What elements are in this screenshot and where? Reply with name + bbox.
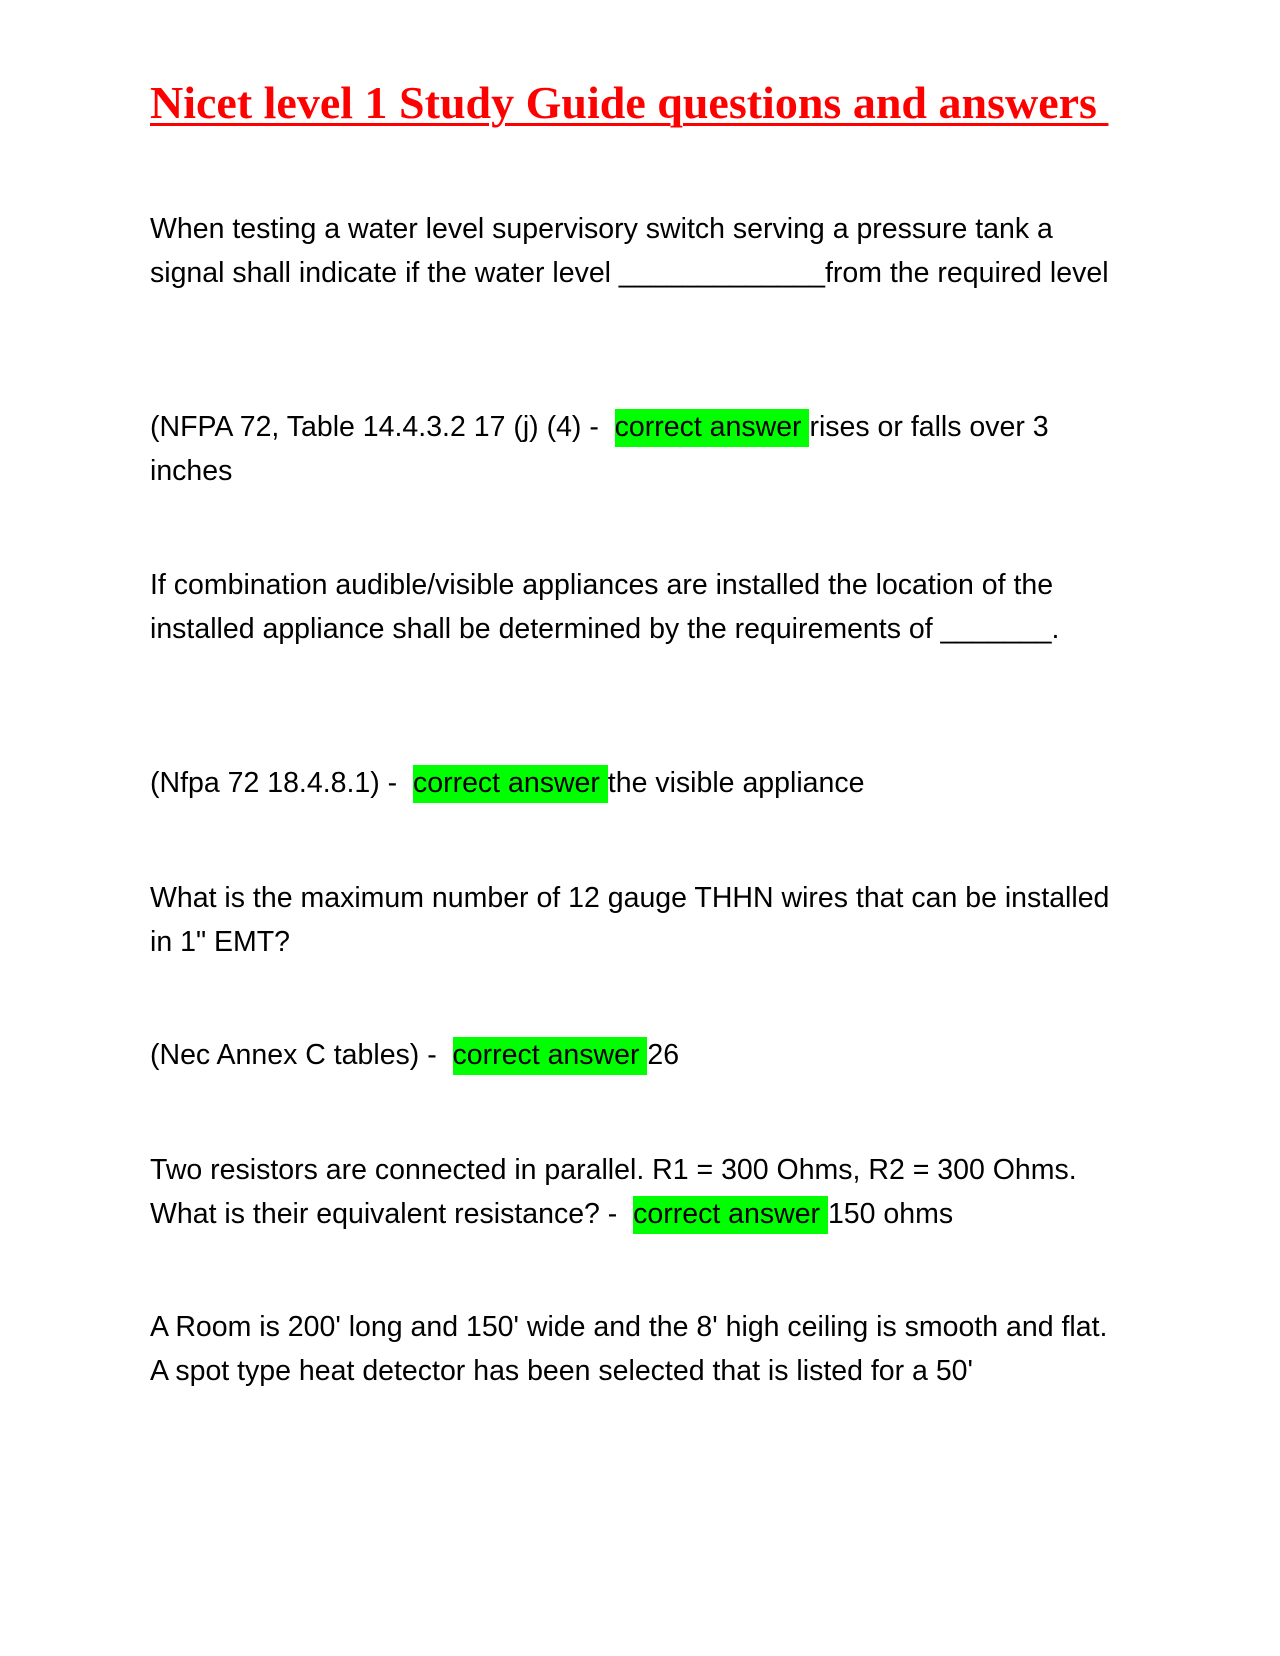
answer-water-level-switch [150,405,1125,493]
correct-answer-highlight: correct answer [615,409,810,447]
answer-av-appliances [150,761,1125,805]
document-title: Nicet level 1 Study Guide questions and answers [150,77,1109,128]
answer-text: 150 ohms [827,1198,954,1230]
answer-thhn-wires [150,1033,1125,1077]
answer-reference: (Nfpa 72 18.4.8.1) - [150,767,413,799]
question-text: Two resistors are connected in parallel. R1 = 300 Ohms, R2 = 300 Ohms. What is their equivalent resistance? - [150,1154,1085,1230]
answer-text: rises or falls over 3 inches [150,411,1057,487]
question-water-level-switch: When testing a water level supervisory switch serving a pressure tank a signal shall indicate if the water level _____________from the required level [150,213,1109,289]
answer-reference: (Nec Annex C tables) - [150,1039,453,1071]
question-heat-detector-room: A Room is 200' long and 150' wide and the 8' high ceiling is smooth and flat. A spot type heat detector has been selected that is listed for a 50' [150,1311,1114,1387]
correct-answer-highlight: correct answer [413,765,608,803]
answer-text: the visible appliance [607,767,865,799]
answer-reference: (NFPA 72, Table 14.4.3.2 17 (j) (4) - [150,411,615,443]
question-parallel-resistors [150,1148,1125,1236]
question-av-appliances: If combination audible/visible appliances are installed the location of the installed appliance shall be determined by the requirements of _______. [150,569,1061,645]
correct-answer-highlight: correct answer [633,1196,828,1234]
question-thhn-wires: What is the maximum number of 12 gauge THHN wires that can be installed in 1" EMT? [150,882,1118,958]
answer-text: 26 [647,1039,680,1071]
correct-answer-highlight: correct answer [453,1037,648,1075]
